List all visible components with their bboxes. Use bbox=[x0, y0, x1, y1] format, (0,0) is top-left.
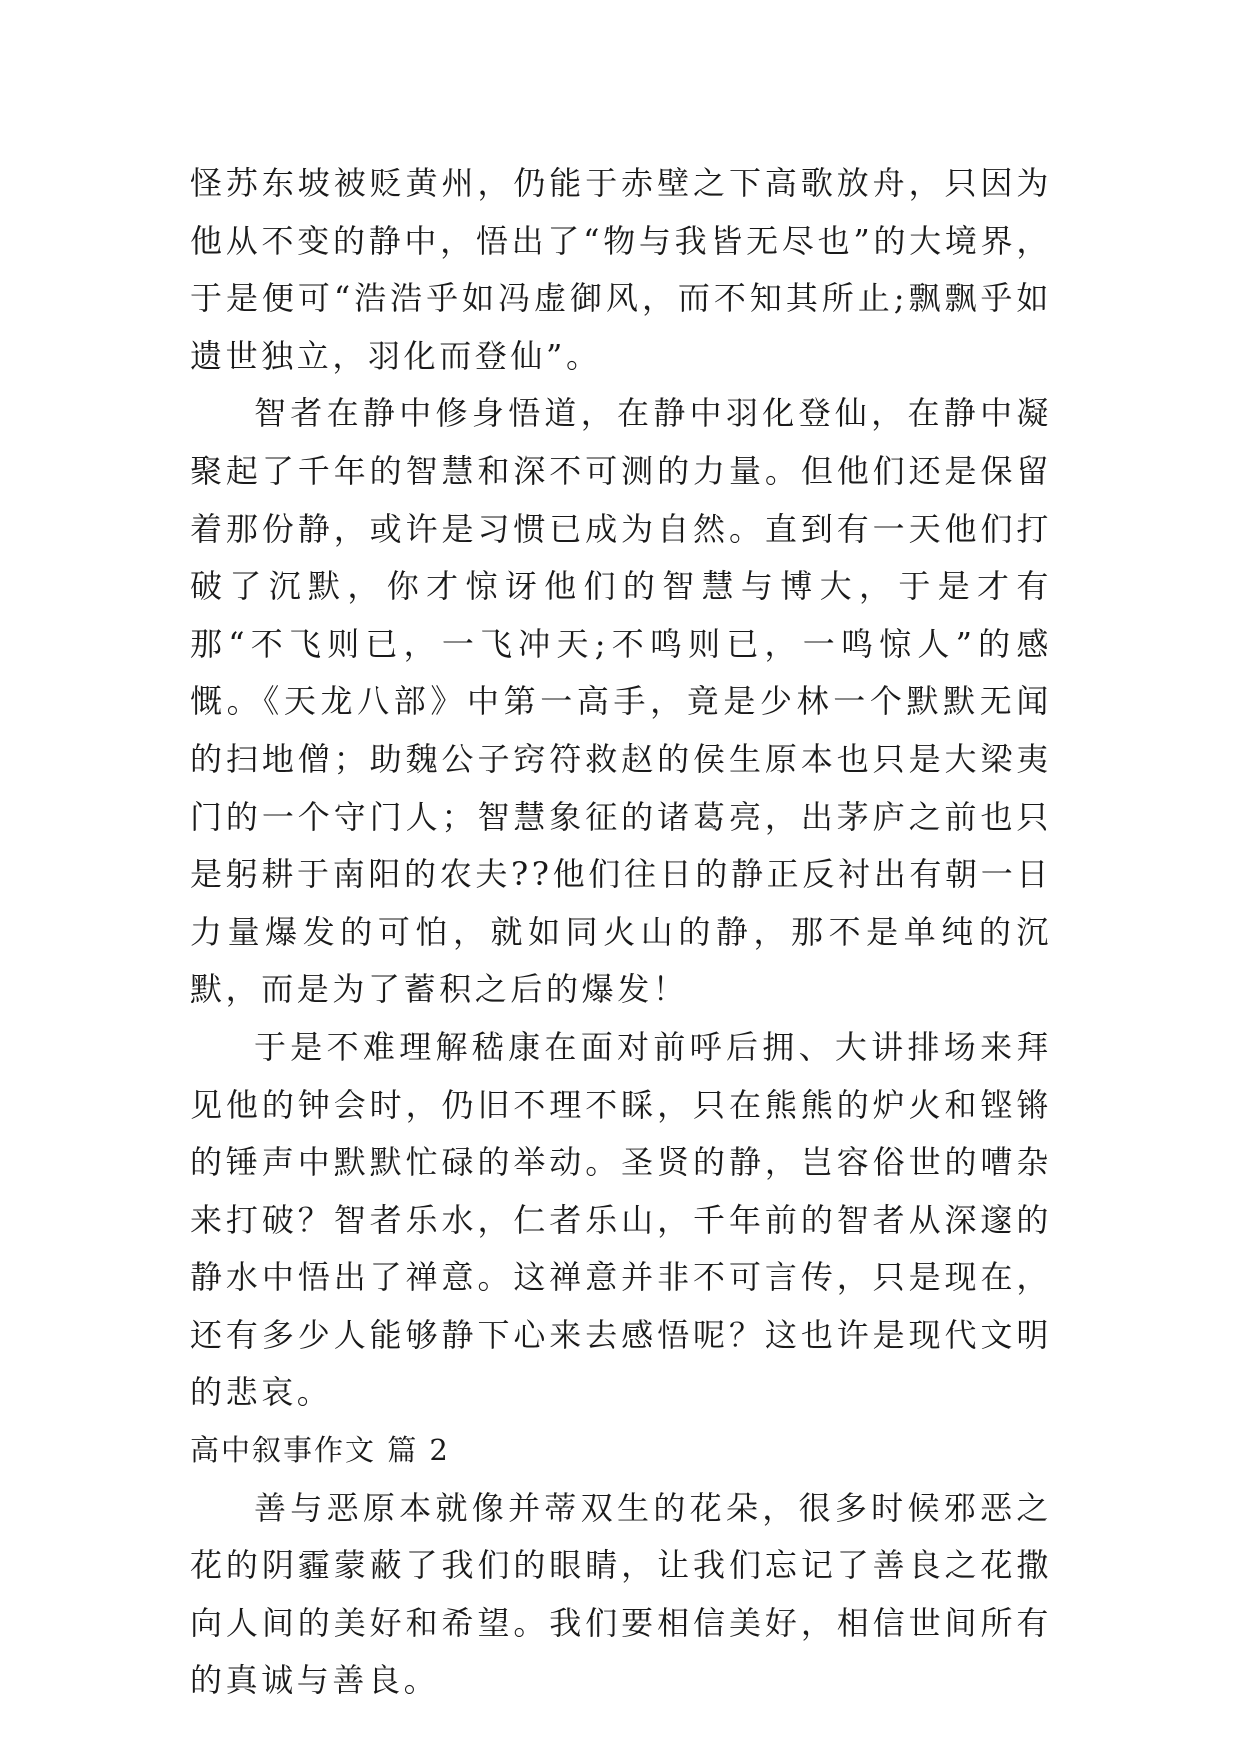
document-body bbox=[190, 155, 1052, 1710]
paragraph: 智者在静中修身悟道，在静中羽化登仙，在静中凝聚起了千年的智慧和深不可测的力量。但他们还是保留着那份静，或许是习惯已成为自然。直到有一天他们打破了沉默，你才惊讶他们的智慧与博大，于是才有那“不飞则已，一飞冲天;不鸣则已，一鸣惊人”的感慨。《天龙八部》中第一高手，竟是少林一个默默无闻的扫地僧；助魏公子窍符救赵的侯生原本也只是大梁夷门的一个守门人；智慧象征的诸葛亮，出茅庐之前也只是躬耕于南阳的农夫??他们往日的静正反衬出有朝一日力量爆发的可怕，就如同火山的静，那不是单纯的沉默，而是为了蓄积之后的爆发！ bbox=[190, 394, 1052, 1009]
paragraph: 善与恶原本就像并蒂双生的花朵，很多时候邪恶之花的阴霾蒙蔽了我们的眼睛，让我们忘记了善良之花撒向人间的美好和希望。我们要相信美好，相信世间所有的真诚与善良。 bbox=[190, 1488, 1052, 1700]
section-heading: 高中叙事作文 篇 2 bbox=[190, 1433, 450, 1468]
paragraph: 于是不难理解嵇康在面对前呼后拥、大讲排场来拜见他的钟会时，仍旧不理不睬，只在熊熊的炉火和铿锵的锤声中默默忙碌的举动。圣贤的静，岂容俗世的嘈杂来打破？智者乐水，仁者乐山，千年前的智者从深邃的静水中悟出了禅意。这禅意并非不可言传，只是现在，还有多少人能够静下心来去感悟呢？这也许是现代文明的悲哀。 bbox=[190, 1027, 1052, 1412]
paragraph-continued: 怪苏东坡被贬黄州，仍能于赤壁之下高歌放舟，只因为他从不变的静中，悟出了“物与我皆无尽也”的大境界，于是便可“浩浩乎如冯虚御风，而不知其所止;飘飘乎如遗世独立，羽化而登仙”。 bbox=[190, 164, 1052, 375]
